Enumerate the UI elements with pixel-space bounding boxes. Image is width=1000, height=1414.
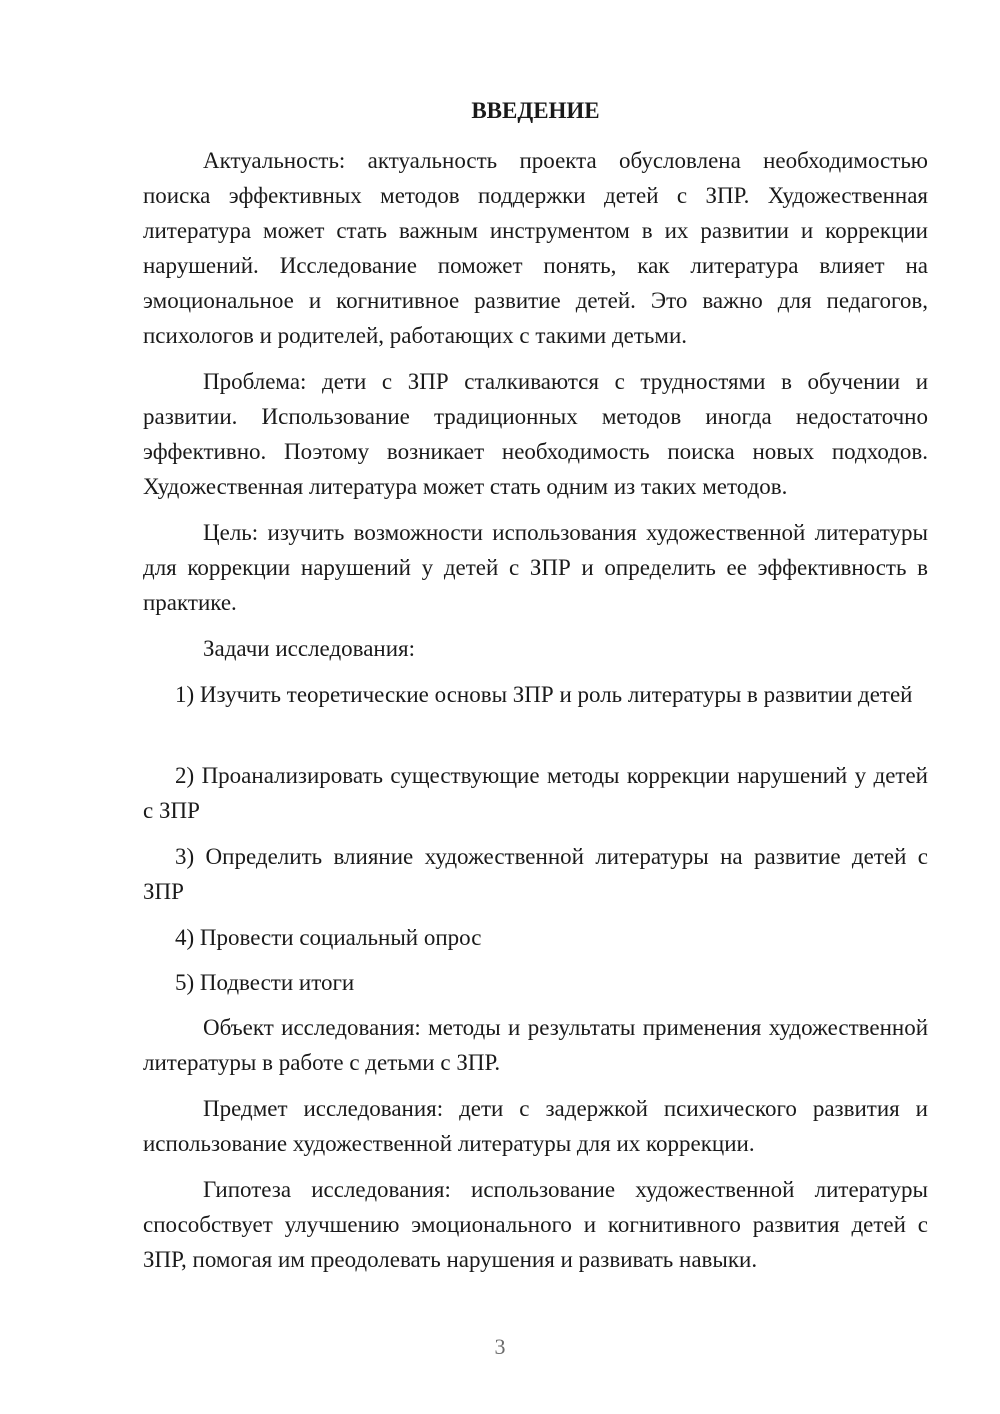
- task-item-5: 5) Подвести итоги: [175, 970, 355, 995]
- task-item-2: 2) Проанализировать существующие методы коррекции нарушений у детей с ЗПР: [143, 763, 928, 823]
- paragraph-tasks-heading: Задачи исследования:: [203, 636, 416, 661]
- page-number: 3: [494, 1334, 506, 1359]
- paragraph-object: Объект исследования: методы и результаты применения художественной литературы в работе с детьми с ЗПР.: [143, 1015, 928, 1075]
- paragraph-problem: Проблема: дети с ЗПР сталкиваются с трудностями в обучении и развитии. Использование традиционных методов иногда недостаточно эффективно. Поэтому возникает необходимость поиска новых подходов. Художественная литература может стать одним из таких методов.: [143, 369, 928, 499]
- task-item-4: 4) Провести социальный опрос: [175, 925, 482, 950]
- task-item-1: 1) Изучить теоретические основы ЗПР и роль литературы в развитии детей: [175, 682, 913, 707]
- paragraph-goal: Цель: изучить возможности использования художественной литературы для коррекции нарушений у детей с ЗПР и определить ее эффективность в практике.: [143, 520, 928, 615]
- paragraph-relevance: Актуальность: актуальность проекта обусловлена необходимостью поиска эффективных методов поддержки детей с ЗПР. Художественная литература может стать важным инструментом в их развитии и коррекции нарушений. Исследование поможет понять, как литература влияет на эмоциональное и когнитивное развитие детей. Это важно для педагогов, психологов и родителей, работающих с такими детьми.: [143, 148, 928, 348]
- task-item-3: 3) Определить влияние художественной литературы на развитие детей с ЗПР: [143, 844, 928, 904]
- paragraph-hypothesis: Гипотеза исследования: использование художественной литературы способствует улучшению эмоционального и когнитивного развития детей с ЗПР, помогая им преодолевать нарушения и развивать навыки.: [143, 1177, 928, 1272]
- page-title: ВВЕДЕНИЕ: [471, 98, 600, 123]
- paragraph-subject: Предмет исследования: дети с задержкой психического развития и использование художественной литературы для их коррекции.: [143, 1096, 928, 1156]
